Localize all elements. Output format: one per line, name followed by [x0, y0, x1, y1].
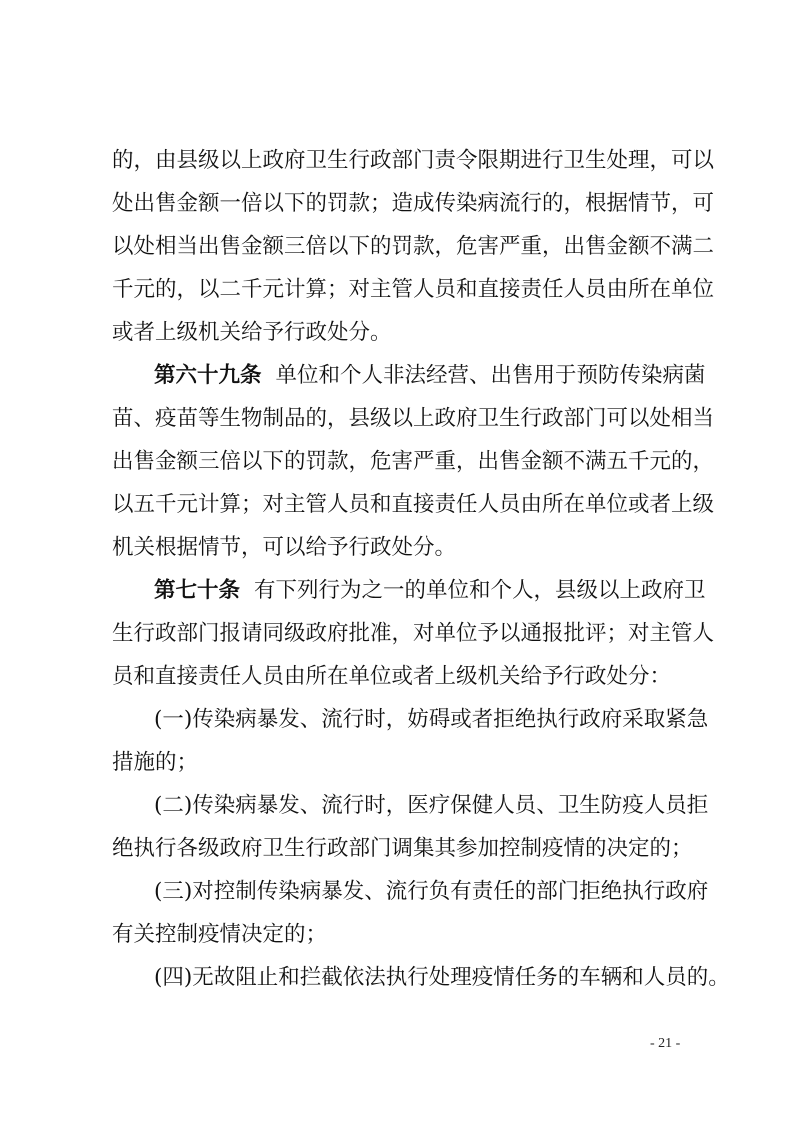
- body-text-line: 出售金额三倍以下的罚款，危害严重，出售金额不满五千元的，: [112, 449, 715, 474]
- body-text-line: 生行政部门报请同级政府批准，对单位予以通报批评；对主管人: [112, 621, 715, 646]
- body-text-line: 的，由县级以上政府卫生行政部门责令限期进行卫生处理，可以: [112, 148, 715, 173]
- body-text-line: 有关控制疫情决定的；: [112, 922, 328, 947]
- body-text-line: 以五千元计算；对主管人员和直接责任人员由所在单位或者上级: [112, 492, 715, 517]
- body-text-line: 或者上级机关给予行政处分。: [112, 320, 392, 345]
- article-heading: 第七十条: [154, 578, 241, 603]
- body-text-line: 以处相当出售金额三倍以下的罚款，危害严重，出售金额不满二: [112, 234, 715, 259]
- article-heading: 第六十九条: [154, 363, 262, 388]
- article-text: 单位和个人非法经营、出售用于预防传染病菌: [275, 363, 706, 388]
- body-text-line: 机关根据情节，可以给予行政处分。: [112, 535, 457, 560]
- list-item-line: (二)传染病暴发、流行时，医疗保健人员、卫生防疫人员拒: [154, 793, 709, 818]
- article-text: 有下列行为之一的单位和个人，县级以上政府卫: [254, 578, 706, 603]
- body-text-line: 绝执行各级政府卫生行政部门调集其参加控制疫情的决定的；: [112, 836, 693, 861]
- list-item-line: (三)对控制传染病暴发、流行负有责任的部门拒绝执行政府: [154, 879, 709, 904]
- article-first-line: [154, 571, 706, 611]
- body-text-line: 措施的；: [112, 750, 199, 775]
- body-text-line: 员和直接责任人员由所在单位或者上级机关给予行政处分：: [112, 664, 672, 689]
- list-item-line: (四)无故阻止和拦截依法执行处理疫情任务的车辆和人员的。: [154, 965, 730, 990]
- list-item-line: (一)传染病暴发、流行时，妨碍或者拒绝执行政府采取紧急: [154, 707, 709, 732]
- body-text-line: 千元的，以二千元计算；对主管人员和直接责任人员由所在单位: [112, 277, 715, 302]
- page-number: - 21 -: [650, 1036, 681, 1051]
- article-first-line: [154, 356, 706, 396]
- body-text-line: 处出售金额一倍以下的罚款；造成传染病流行的，根据情节，可: [112, 191, 715, 216]
- body-text-line: 苗、疫苗等生物制品的，县级以上政府卫生行政部门可以处相当: [112, 406, 715, 431]
